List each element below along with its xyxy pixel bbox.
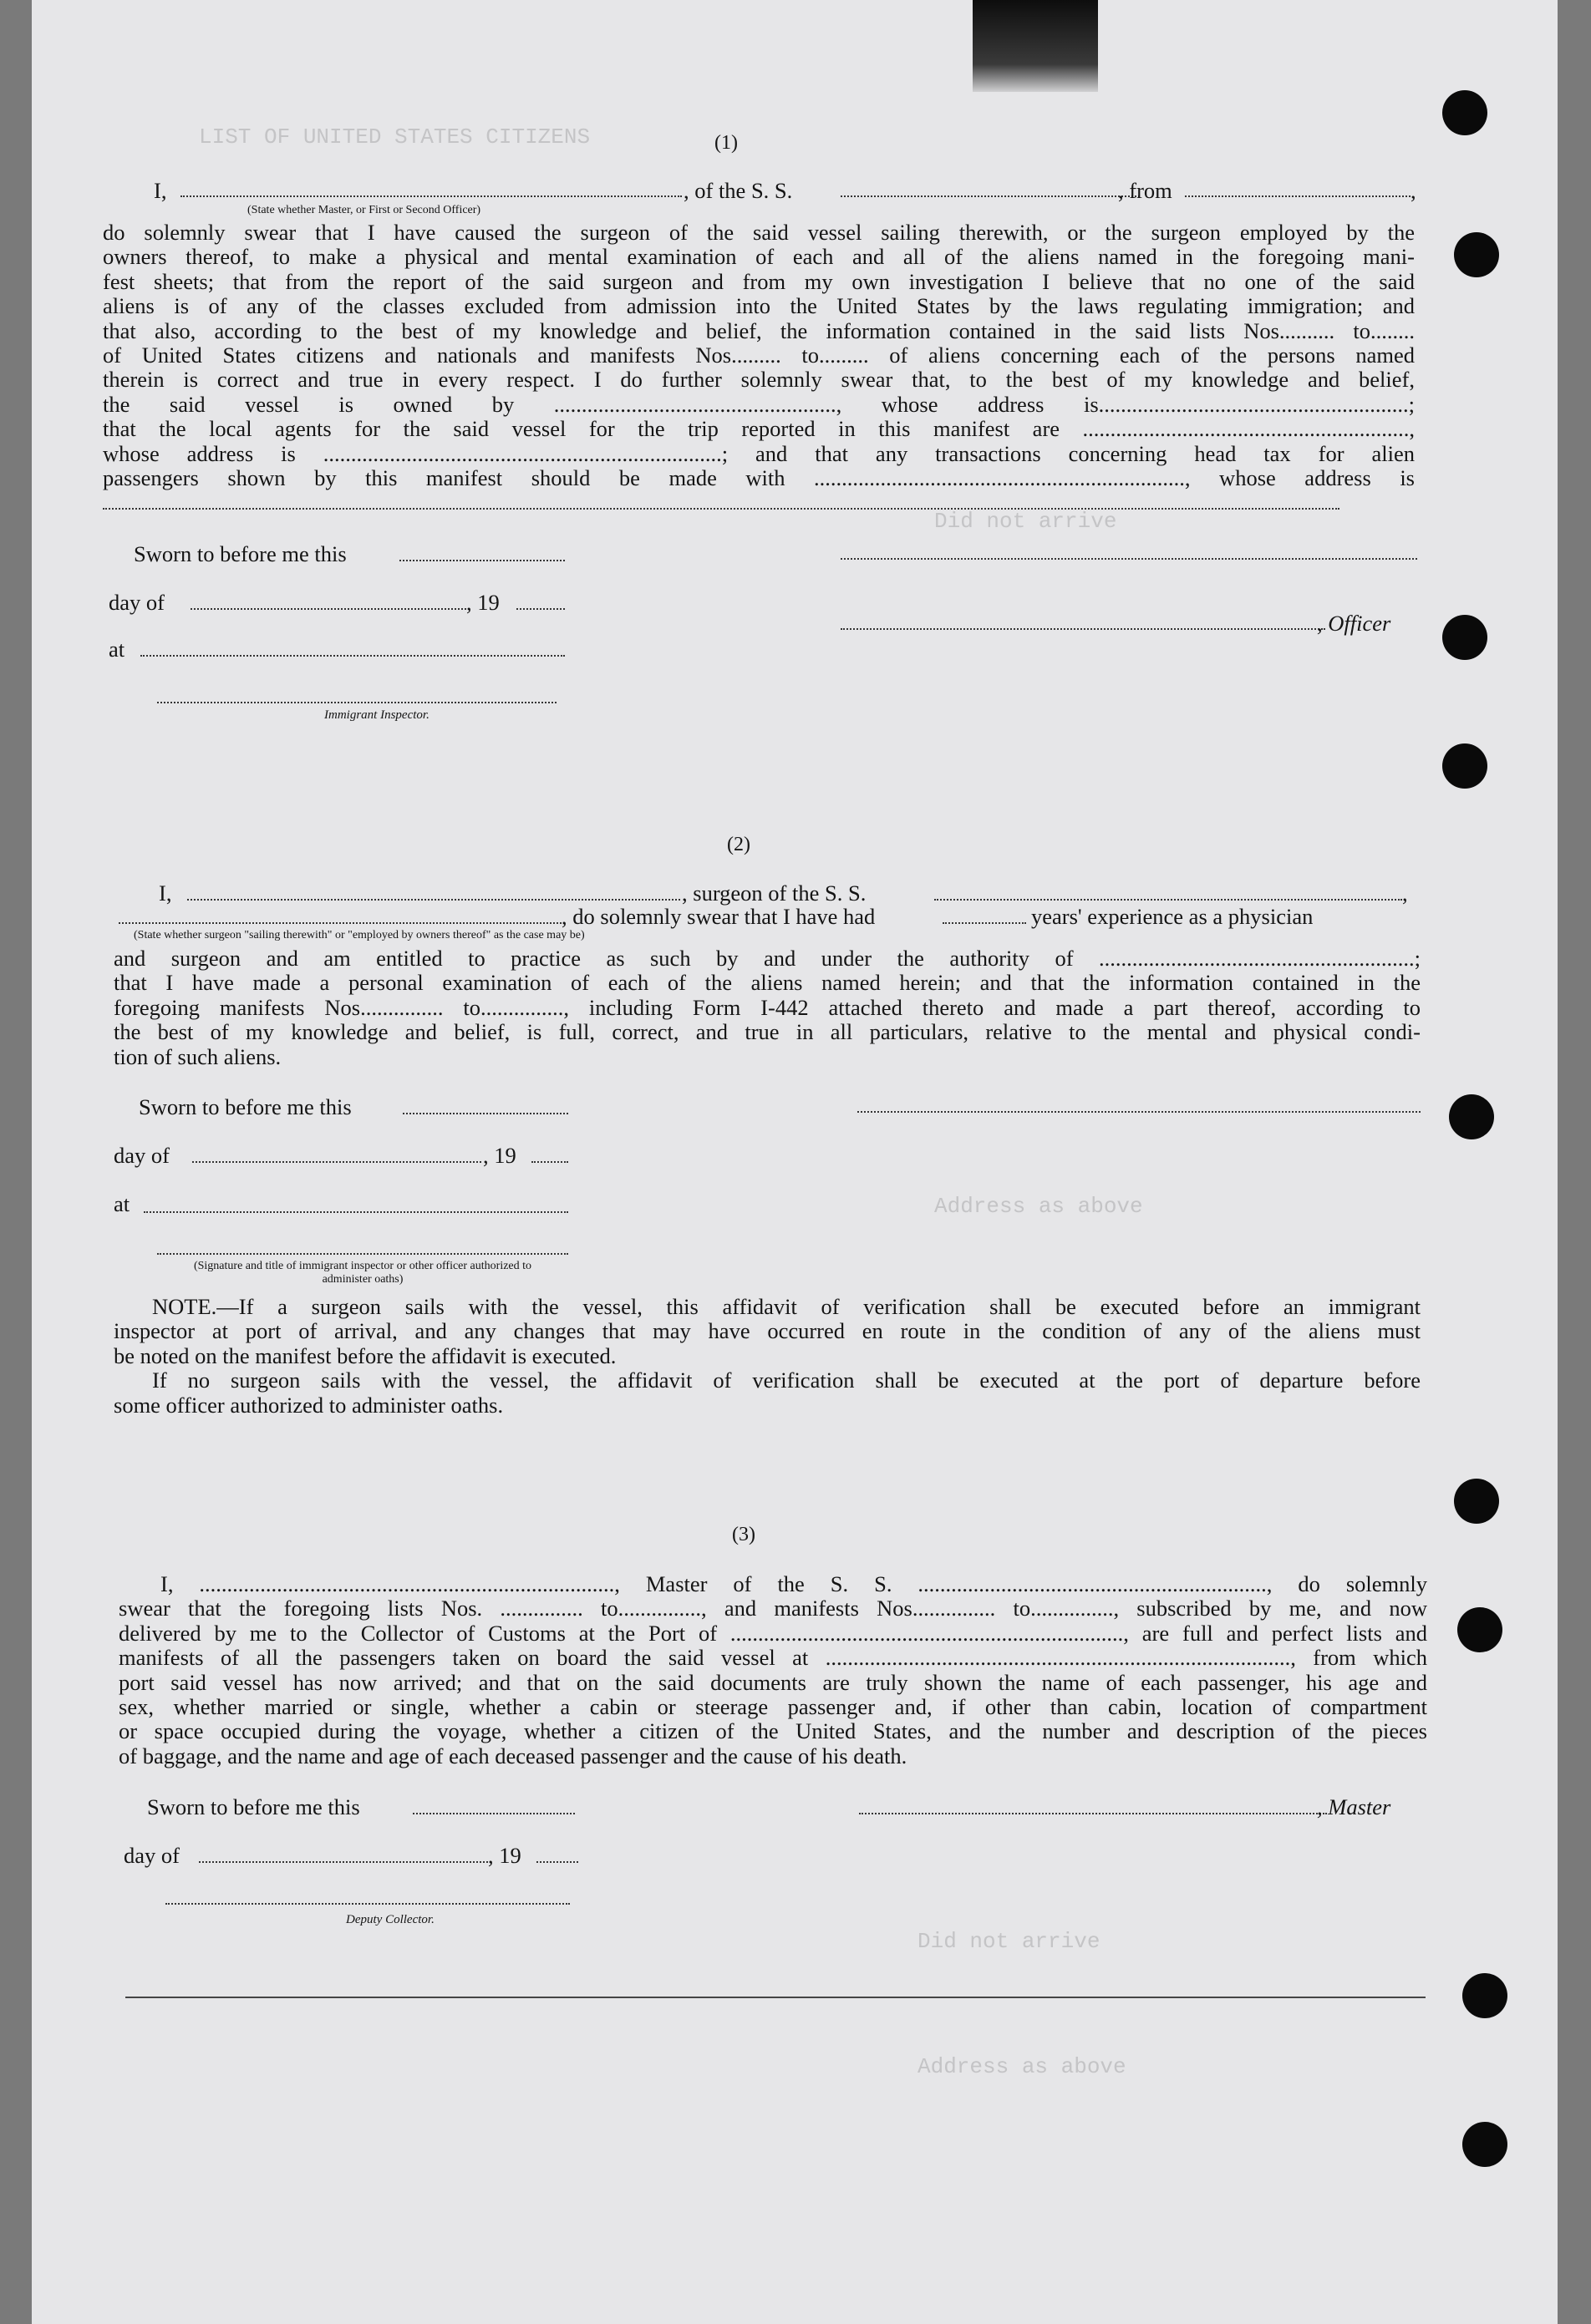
oath-line: tion of such aliens.	[114, 1043, 282, 1069]
binding-tab	[973, 0, 1098, 92]
bottom-rule	[125, 1997, 1426, 1998]
inspector-signature-blank	[157, 1253, 568, 1255]
note-line: be noted on the manifest before the affidavit is executed.	[114, 1342, 617, 1368]
section-number: (3)	[732, 1524, 755, 1545]
inspector-caption: Immigrant Inspector.	[324, 708, 430, 722]
from-label: , from	[1118, 178, 1172, 203]
bleed-through-text: LIST OF UNITED STATES CITIZENS	[199, 124, 591, 150]
vessel-label: , of the S. S.	[684, 178, 793, 203]
oath-line: the said vessel is owned by ..................................................., whose address is........................................................;	[103, 391, 1415, 417]
sworn-label: Sworn to before me this	[147, 1794, 360, 1819]
day-label: day of	[114, 1143, 170, 1168]
at-blank	[140, 655, 565, 657]
oath-line: whose address is ........................................................................; and that any transactions concerning head tax for alien	[103, 440, 1415, 466]
oath-line: fest sheets; that from the report of the said surgeon and from my own investigation I believe that no one of the said	[103, 268, 1415, 294]
year-label: , 19	[488, 1843, 521, 1868]
vessel-name-blank	[841, 195, 1140, 197]
surgeon-label: , surgeon of the S. S.	[682, 880, 867, 906]
oath-line: that I have made a personal examination of each of the aliens named herein; and that the information contained in the	[114, 970, 1421, 996]
experience-label: years' experience as a physician	[1031, 904, 1314, 929]
swear-label: , do solemnly swear that I have had	[562, 904, 876, 929]
surgeon-name-blank	[187, 899, 680, 901]
punch-hole	[1462, 2122, 1507, 2167]
bleed-through-text: Did not arrive	[917, 1929, 1100, 1954]
oath-line: I, ..........................................................................., Master of the S. S. ..............................................................., do solemnly	[160, 1571, 1427, 1596]
punch-hole	[1442, 615, 1487, 660]
oath-line: passengers shown by this manifest should be made with ..................................................................., whose address is	[103, 465, 1415, 491]
collector-caption: Deputy Collector.	[346, 1913, 435, 1926]
section-number: (1)	[714, 132, 738, 154]
sworn-label: Sworn to before me this	[139, 1094, 352, 1119]
oath-paragraph-2	[114, 946, 1421, 1069]
officer-label: , Officer	[1317, 611, 1391, 636]
surgeon-capacity-blank	[119, 922, 562, 924]
years-blank	[943, 922, 1026, 924]
officer-rank-note: (State whether Master, or First or Second Officer)	[247, 204, 481, 216]
oath-line: delivered by me to the Collector of Customs at the Port of ......................................................................., are full and perfect lists and	[119, 1620, 1427, 1646]
day-label: day of	[124, 1843, 180, 1868]
note-line: some officer authorized to administer oaths.	[114, 1392, 504, 1418]
bleed-through-text: Address as above	[934, 1194, 1143, 1219]
punch-hole	[1454, 232, 1499, 277]
surgeon-vessel-blank	[934, 899, 1402, 901]
collector-signature-blank	[165, 1903, 570, 1905]
manifest-page	[32, 0, 1558, 2324]
punch-hole	[1457, 1607, 1502, 1652]
at-label: at	[109, 637, 125, 662]
oath-line: and surgeon and am entitled to practice as such by and under the authority of .........................................................;	[114, 946, 1421, 971]
note-line: inspector at port of arrival, and any changes that may have occurred en route in the condition of any of the aliens must	[114, 1318, 1421, 1344]
day-blank	[191, 608, 470, 610]
day-blank	[192, 1161, 481, 1163]
inspector-signature-blank	[157, 702, 557, 703]
oath-line: sex, whether married or single, whether a cabin or steerage passenger and, if other than cabin, location of compartment	[119, 1694, 1427, 1720]
punch-hole	[1449, 1094, 1494, 1139]
note-line: NOTE.—If a surgeon sails with the vessel, this affidavit of verification shall be executed before an immigrant	[152, 1294, 1421, 1319]
oath-line: owners thereof, to make a physical and mental examination of each and all of the aliens named in the foregoing mani-	[103, 244, 1415, 270]
oath-paragraph-3	[119, 1572, 1427, 1768]
sworn-label: Sworn to before me this	[134, 541, 347, 566]
oath-pronoun: I,	[154, 178, 167, 203]
punch-hole	[1454, 1479, 1499, 1524]
bleed-through-text: Address as above	[917, 2054, 1126, 2079]
year-label: , 19	[483, 1143, 516, 1168]
year-blank	[531, 1161, 568, 1163]
port-from-blank	[1185, 195, 1411, 197]
master-name-blank	[180, 195, 682, 197]
oath-line: aliens is of any of the classes excluded from admission into the United States by the laws regulating immigration; and	[103, 293, 1415, 319]
surgeon-signature-blank	[857, 1111, 1421, 1113]
line-end: ,	[1411, 178, 1416, 203]
oath-line: swear that the foregoing lists Nos. ............... to..............., and manifests Nos............... to..............., subscribed by me, and now	[119, 1596, 1427, 1621]
master-label: , Master	[1317, 1794, 1391, 1819]
oath-line: of United States citizens and nationals and manifests Nos......... to......... of aliens concerning each of the persons named	[103, 343, 1415, 368]
sworn-blank	[403, 1113, 568, 1114]
punch-hole	[1442, 90, 1487, 135]
year-blank	[516, 608, 565, 610]
oath-line: the best of my knowledge and belief, is full, correct, and true in all particulars, relative to the mental and physical condi-	[114, 1019, 1421, 1045]
oath-line: or space occupied during the voyage, whether a citizen of the United States, and the number and description of the pieces	[119, 1718, 1427, 1744]
oath-line: that also, according to the best of my knowledge and belief, the information contained in the said lists Nos.......... to........	[103, 317, 1415, 343]
surgeon-capacity-note: (State whether surgeon "sailing therewith" or "employed by owners thereof" as the case may be)	[134, 929, 585, 941]
sworn-blank	[399, 560, 565, 561]
oath-line: port said vessel has now arrived; and that on the said documents are truly shown the name of each passenger, his age and	[119, 1669, 1427, 1695]
oath-pronoun: I,	[159, 880, 172, 906]
signature-caption: (Signature and title of immigrant inspector or other officer authorized to administer oaths)	[193, 1260, 532, 1286]
day-blank	[199, 1861, 488, 1863]
line-end: ,	[1402, 880, 1408, 906]
at-label: at	[114, 1191, 130, 1216]
at-blank	[144, 1211, 568, 1213]
punch-hole	[1462, 1973, 1507, 2018]
oath-line: foregoing manifests Nos............... to..............., including Form I-442 attached thereto and made a part thereof, according to	[114, 994, 1421, 1020]
oath-paragraph-1	[103, 221, 1415, 490]
oath-line: that the local agents for the said vessel for the trip reported in this manifest are ...........................................................,	[103, 416, 1415, 442]
oath-line: of baggage, and the name and age of each deceased passenger and the cause of his death.	[119, 1743, 907, 1768]
sworn-blank	[413, 1813, 575, 1814]
address-continuation-blank	[103, 508, 1339, 510]
year-label: , 19	[466, 590, 500, 615]
oath-line: do solemnly swear that I have caused the surgeon of the said vessel sailing therewith, or the surgeon employed by the	[103, 220, 1415, 245]
note-paragraph	[114, 1295, 1421, 1418]
master-signature-blank	[859, 1813, 1327, 1814]
officer-title-blank	[841, 628, 1325, 630]
note-line: If no surgeon sails with the vessel, the affidavit of verification shall be executed at the port of departure before	[152, 1368, 1421, 1393]
oath-line: manifests of all the passengers taken on board the said vessel at ...................................................................................., from which	[119, 1645, 1427, 1671]
section-number: (2)	[727, 834, 750, 855]
bleed-through-text: Did not arrive	[934, 509, 1117, 534]
day-label: day of	[109, 590, 165, 615]
oath-line: therein is correct and true in every respect. I do further solemnly swear that, to the best of my knowledge and belief,	[103, 367, 1415, 393]
officer-signature-blank	[841, 558, 1417, 560]
year-blank	[536, 1861, 578, 1863]
punch-hole	[1442, 743, 1487, 789]
